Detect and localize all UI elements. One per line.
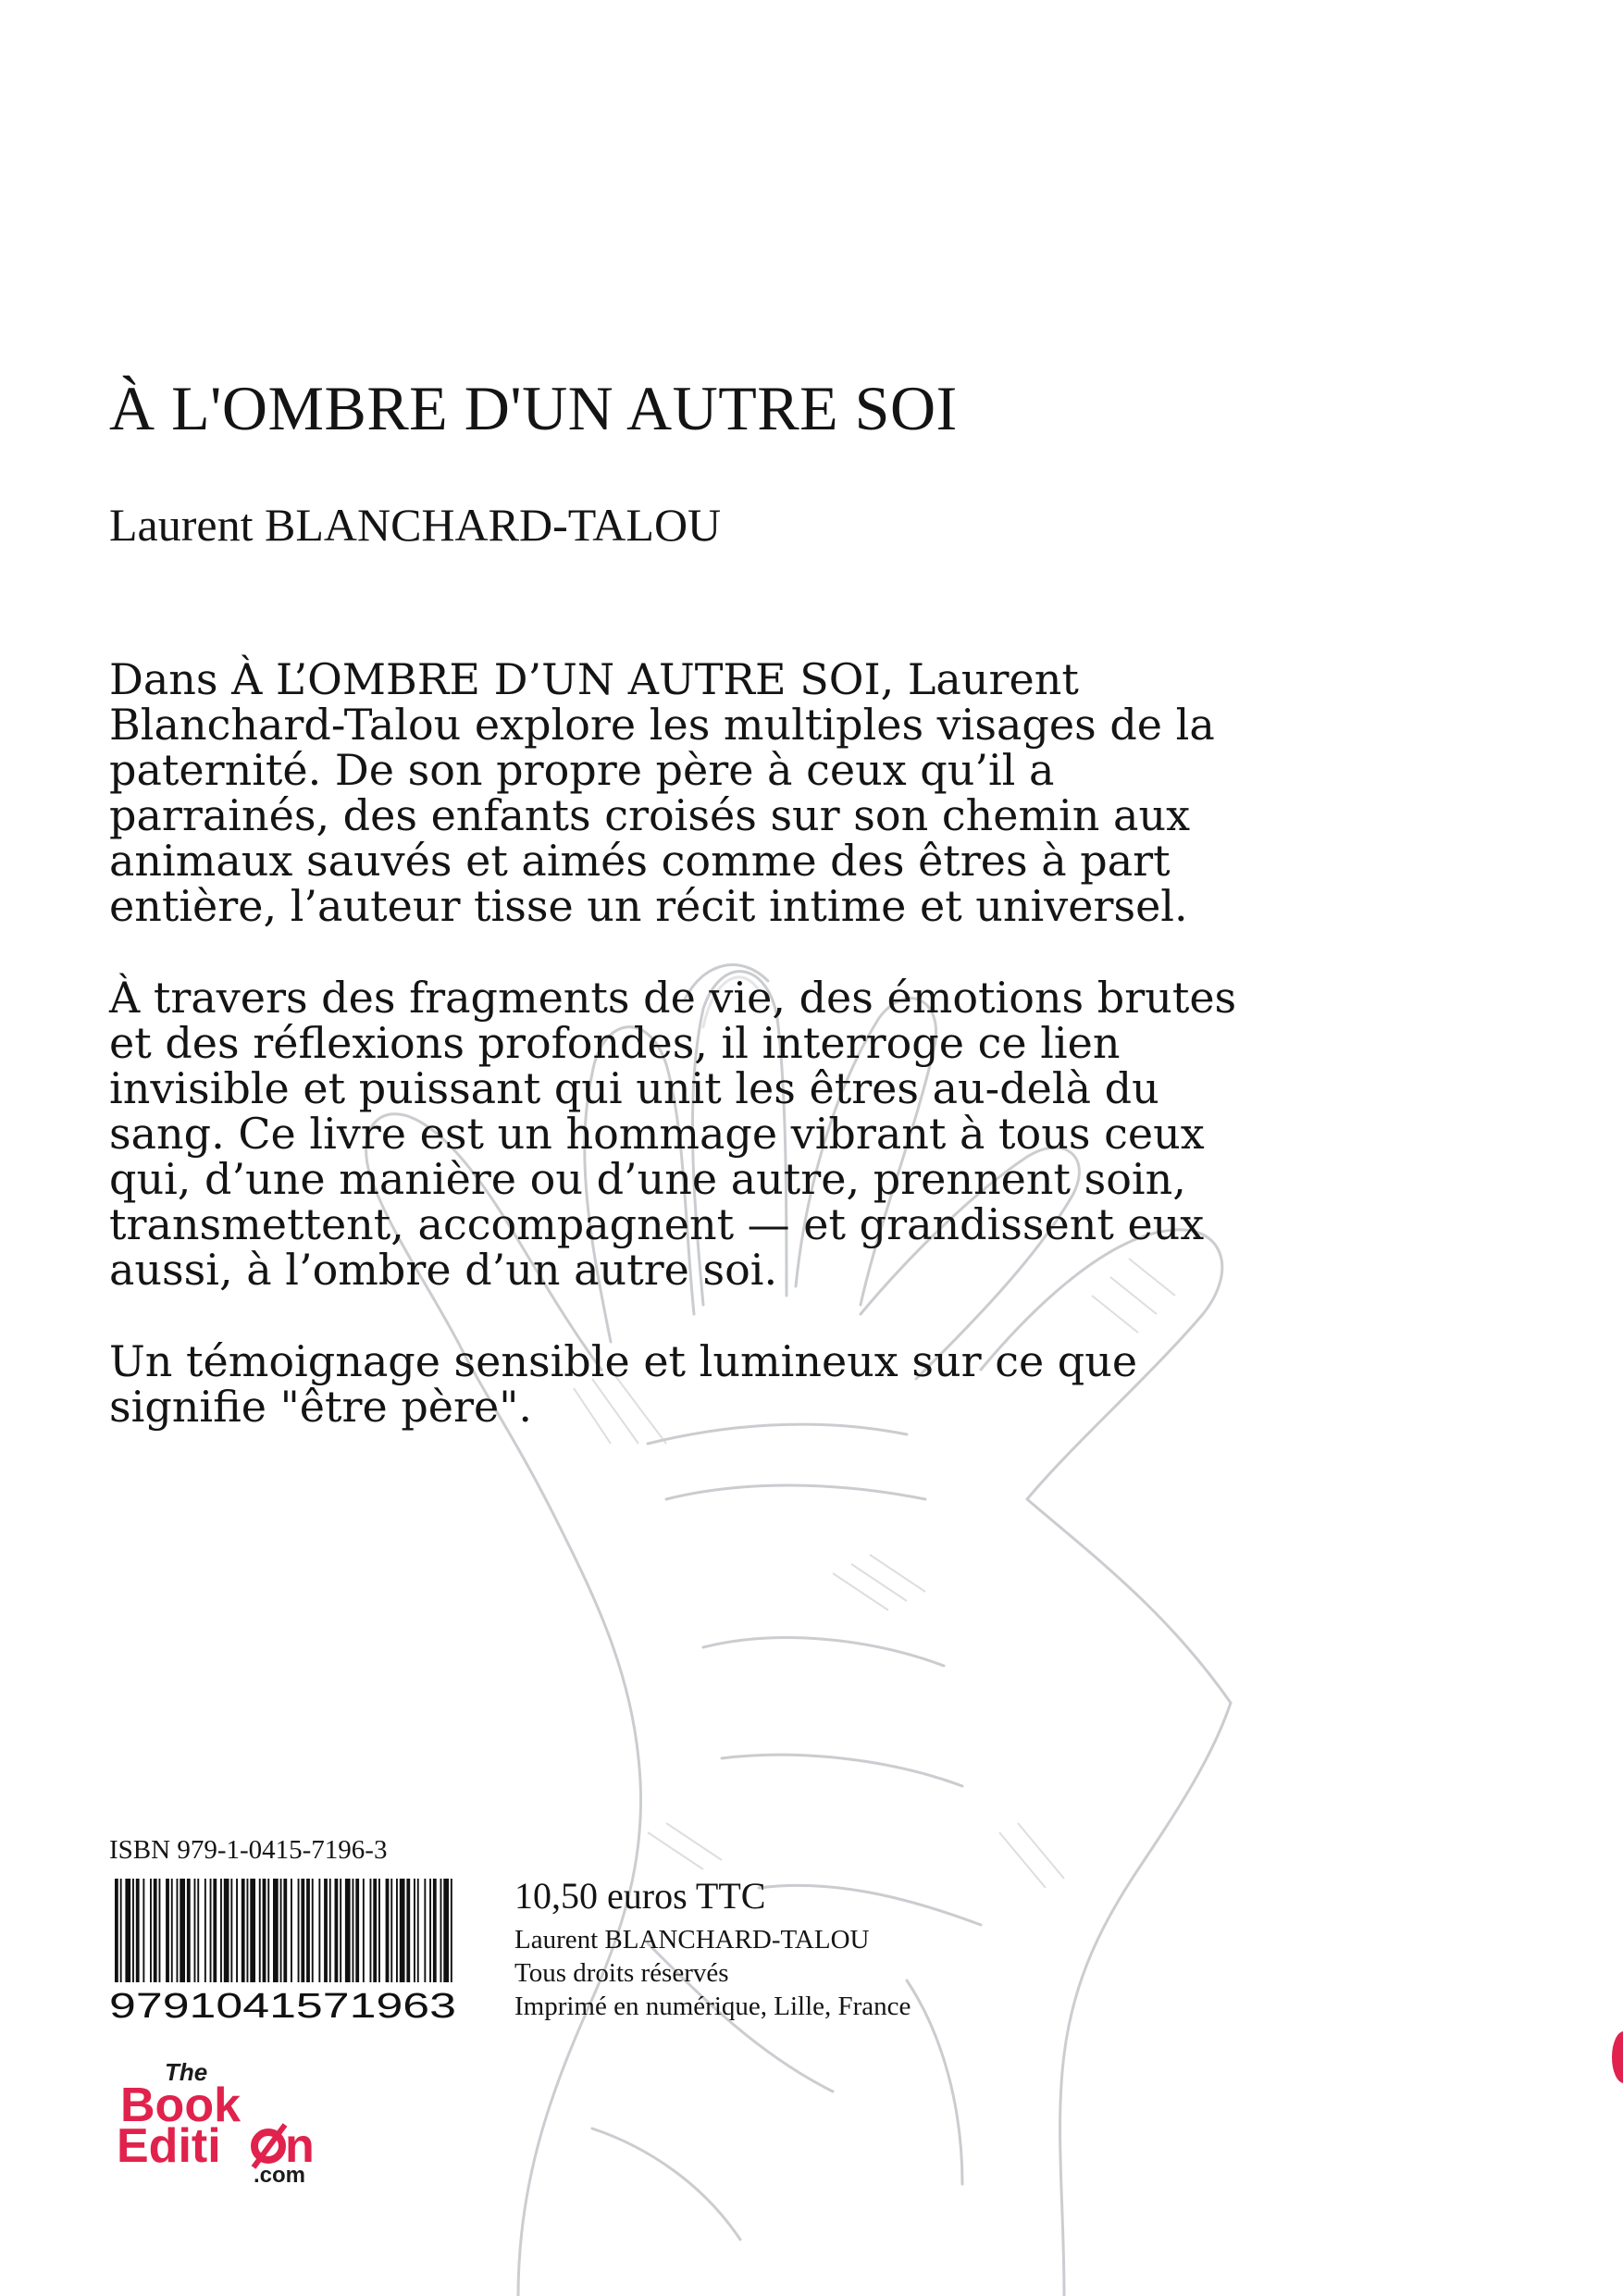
barcode-bar (306, 1879, 310, 1982)
barcode-bar (132, 1879, 134, 1982)
barcode-bar (414, 1879, 415, 1982)
barcode-bar (301, 1879, 304, 1982)
blurb-paragraph: À travers des fragments de vie, des émotions brutes et des réflexions profondes, il interroge ce lien invisible et puissant qui unit les êtres au-delà du sang. Ce livre est un hommage vibrant à tous ceux qui, d’une manière ou d’une autre, prennent soin, transmettent, accompagnent — et grandissent eux aussi, à l’ombre d’un autre soi. (109, 973, 1237, 1295)
barcode-bar (224, 1879, 229, 1982)
barcode-bar (378, 1879, 380, 1982)
barcode-bar (125, 1879, 130, 1982)
barcode-bar (250, 1879, 255, 1982)
barcode-bar (230, 1879, 232, 1982)
author-name: Laurent BLANCHARD-TALOU (109, 499, 722, 551)
barcode-bar (283, 1879, 287, 1982)
barcode-bar (142, 1879, 144, 1982)
barcode-bar (180, 1879, 185, 1982)
barcode-bar (440, 1879, 442, 1982)
barcode-bar (318, 1879, 320, 1982)
barcode-bar (204, 1879, 206, 1982)
barcode-bar (345, 1879, 351, 1982)
blurb-paragraph: Un témoignage sensible et lumineux sur ce que signifie "être père". (109, 1336, 1138, 1432)
barcode-bar (329, 1879, 331, 1982)
barcode-bar (424, 1879, 426, 1982)
barcode-bar (340, 1879, 341, 1982)
barcode-bar (406, 1879, 410, 1982)
rights-notice: Tous droits réservés (514, 1958, 729, 1988)
barcode-bar (324, 1879, 328, 1982)
barcode-bar (353, 1879, 354, 1982)
barcode-bar (150, 1879, 152, 1982)
svg-text:The: The (165, 2058, 208, 2086)
barcode-bar (396, 1879, 398, 1982)
barcode-bar (291, 1879, 292, 1982)
barcode-bar (267, 1879, 269, 1982)
barcode-bar (177, 1879, 179, 1982)
barcode-bar (273, 1879, 279, 1982)
barcode-bar (355, 1879, 359, 1982)
barcode-bar (429, 1879, 431, 1982)
blurb-paragraph: Dans À L’OMBRE D’UN AUTRE SOI, Laurent Blanchard-Talou explore les multiples visages de la paternité. De son propre père à ceux qu’il a parrainés, des enfants croisés sur son chemin aux animaux sauvés et aimés comme des êtres à part entière, l’auteur tisse un récit intime et universel. (109, 654, 1215, 931)
barcode-bar (213, 1879, 217, 1982)
barcode-bar (335, 1879, 339, 1982)
back-cover-blurb (109, 654, 1238, 1476)
barcode-bar (187, 1879, 191, 1982)
isbn-label: ISBN 979-1-0415-7196-3 (109, 1835, 388, 1865)
printing-location: Imprimé en numérique, Lille, France (514, 1992, 911, 2021)
publisher-info (514, 1923, 911, 2023)
barcode-bar (194, 1879, 196, 1982)
barcode-bar (363, 1879, 365, 1982)
thebookedition-logo (115, 2056, 337, 2186)
barcode-bar (197, 1879, 199, 1982)
barcode-digits: 9791041571963 (109, 1987, 456, 2022)
barcode-bar (120, 1879, 122, 1982)
barcode-bar (370, 1879, 372, 1982)
svg-text:n: n (285, 2119, 315, 2173)
price: 10,50 euros TTC (514, 1875, 766, 1917)
book-title: À L'OMBRE D'UN AUTRE SOI (109, 373, 958, 443)
svg-text:.com: .com (254, 2163, 306, 2186)
barcode-bar (259, 1879, 261, 1982)
barcode-bar (247, 1879, 249, 1982)
logo-o-slash-icon (254, 2125, 285, 2167)
barcode-bar (210, 1879, 212, 1982)
barcode-bar (451, 1879, 452, 1982)
barcode-bar (159, 1879, 161, 1982)
barcode-bar (171, 1879, 173, 1982)
barcode-bar (263, 1879, 266, 1982)
barcode-bar (154, 1879, 157, 1982)
barcode-bar (390, 1879, 392, 1982)
svg-text:Book: Book (120, 2079, 241, 2132)
isbn-barcode (109, 1879, 456, 2022)
barcode-bar (280, 1879, 282, 1982)
barcode-bar (386, 1879, 390, 1982)
barcode-bar (220, 1879, 222, 1982)
barcode-bar (417, 1879, 419, 1982)
barcode-bar (433, 1879, 437, 1982)
barcode-bar (298, 1879, 300, 1982)
copyright-holder: Laurent BLANCHARD-TALOU (514, 1925, 870, 1955)
barcode-bar (443, 1879, 449, 1982)
barcode-bar (400, 1879, 405, 1982)
barcode-bar (166, 1879, 169, 1982)
barcode-bar (373, 1879, 377, 1982)
barcode-bar (115, 1879, 118, 1982)
svg-text:Editi: Editi (117, 2119, 221, 2173)
barcode-bar (312, 1879, 314, 1982)
barcode-bar (136, 1879, 140, 1982)
barcode-bar (242, 1879, 245, 1982)
barcode-bar (236, 1879, 238, 1982)
